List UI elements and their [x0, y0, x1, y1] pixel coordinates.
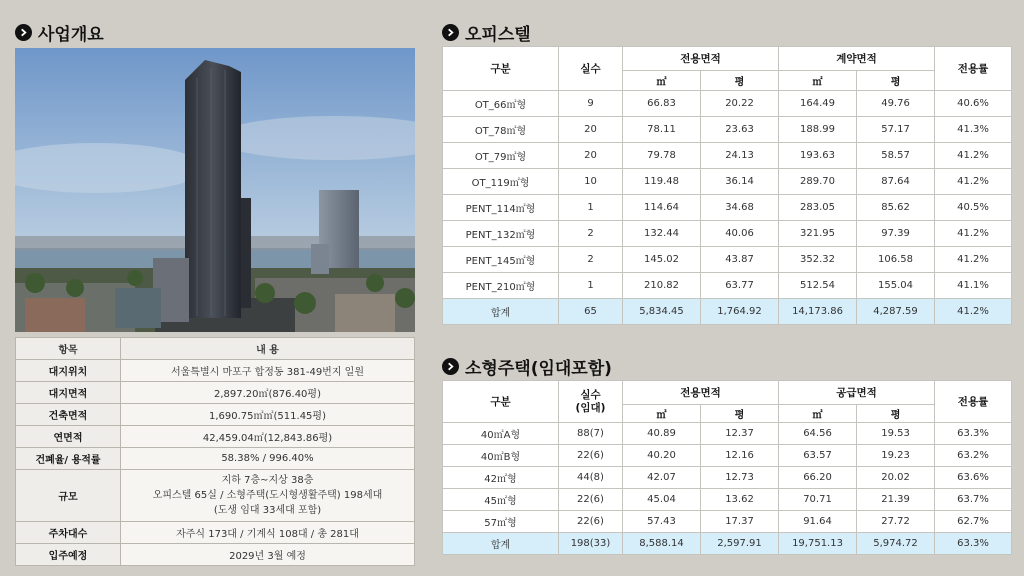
- officetel-table: [442, 46, 1012, 325]
- small-housing-header-m2: ㎡: [779, 405, 857, 423]
- overview-label: 규모: [16, 470, 121, 522]
- total-cell: 5,834.45: [623, 299, 701, 325]
- table-cell: 63.3%: [935, 423, 1012, 445]
- table-cell: 41.2%: [935, 247, 1012, 273]
- table-cell: 19.23: [857, 445, 935, 467]
- table-cell: 164.49: [779, 91, 857, 117]
- officetel-header-contract: 계약면적: [779, 47, 935, 71]
- table-cell: 188.99: [779, 117, 857, 143]
- table-cell: 63.57: [779, 445, 857, 467]
- table-cell: 321.95: [779, 221, 857, 247]
- table-cell: 22(6): [559, 489, 623, 511]
- table-cell: 12.16: [701, 445, 779, 467]
- table-cell: 1: [559, 195, 623, 221]
- table-cell: 352.32: [779, 247, 857, 273]
- officetel-header-m2: ㎡: [623, 71, 701, 91]
- overview-label: 주차대수: [16, 522, 121, 544]
- overview-value: 2029년 3월 예정: [121, 544, 415, 566]
- table-cell: 155.04: [857, 273, 935, 299]
- total-cell: 1,764.92: [701, 299, 779, 325]
- table-cell: 42㎡형: [443, 467, 559, 489]
- table-cell: 45㎡형: [443, 489, 559, 511]
- small-housing-table: [442, 380, 1012, 555]
- overview-value: 42,459.04㎡(12,843.86평): [121, 426, 415, 448]
- table-cell: 19.53: [857, 423, 935, 445]
- table-row: [443, 221, 1012, 247]
- table-cell: 63.7%: [935, 489, 1012, 511]
- small-housing-header-m2: ㎡: [623, 405, 701, 423]
- table-cell: 88(7): [559, 423, 623, 445]
- overview-header-content: 내 용: [121, 338, 415, 360]
- table-row: [16, 360, 415, 382]
- table-row: [16, 382, 415, 404]
- table-cell: 40.20: [623, 445, 701, 467]
- overview-label: 대지면적: [16, 382, 121, 404]
- total-cell: 8,588.14: [623, 533, 701, 555]
- building-rendering-image: [15, 48, 415, 332]
- table-row: [443, 511, 1012, 533]
- table-cell: 1: [559, 273, 623, 299]
- table-cell: 49.76: [857, 91, 935, 117]
- table-cell: 21.39: [857, 489, 935, 511]
- overview-value-line: 지하 7층~지상 38층: [221, 475, 314, 486]
- table-cell: 41.2%: [935, 221, 1012, 247]
- small-housing-header-pyeong: 평: [857, 405, 935, 423]
- total-cell: 4,287.59: [857, 299, 935, 325]
- table-cell: 40.5%: [935, 195, 1012, 221]
- table-row: [16, 404, 415, 426]
- table-cell: PENT_145㎡형: [443, 247, 559, 273]
- arrow-right-circle-icon: [15, 24, 32, 41]
- table-cell: 20.22: [701, 91, 779, 117]
- table-cell: 40.89: [623, 423, 701, 445]
- table-cell: 2: [559, 247, 623, 273]
- table-cell: 40㎡B형: [443, 445, 559, 467]
- total-cell: 63.3%: [935, 533, 1012, 555]
- table-row: [16, 522, 415, 544]
- table-cell: 114.64: [623, 195, 701, 221]
- table-cell: 41.3%: [935, 117, 1012, 143]
- table-cell: 10: [559, 169, 623, 195]
- table-cell: 41.2%: [935, 143, 1012, 169]
- table-cell: 57㎡형: [443, 511, 559, 533]
- overview-value: 2,897.20㎡(876.40평): [121, 382, 415, 404]
- overview-value-line: 오피스텔 65실 / 소형주택(도시형생활주택) 198세대: [152, 490, 383, 501]
- overview-value-line: (도생 임대 33세대 포함): [213, 505, 322, 516]
- table-cell: 97.39: [857, 221, 935, 247]
- table-cell: 289.70: [779, 169, 857, 195]
- overview-label: 연면적: [16, 426, 121, 448]
- table-cell: 85.62: [857, 195, 935, 221]
- small-housing-header-ratio: 전용률: [935, 381, 1012, 423]
- table-cell: 20: [559, 143, 623, 169]
- table-cell: 2: [559, 221, 623, 247]
- total-row: [443, 533, 1012, 555]
- table-cell: 512.54: [779, 273, 857, 299]
- table-cell: 41.2%: [935, 169, 1012, 195]
- total-cell: 2,597.91: [701, 533, 779, 555]
- officetel-title: 오피스텔: [465, 25, 531, 45]
- table-cell: 70.71: [779, 489, 857, 511]
- table-cell: 283.05: [779, 195, 857, 221]
- table-cell: 145.02: [623, 247, 701, 273]
- table-row: [443, 195, 1012, 221]
- table-cell: 17.37: [701, 511, 779, 533]
- table-cell: PENT_210㎡형: [443, 273, 559, 299]
- table-cell: 66.20: [779, 467, 857, 489]
- total-cell: 19,751.13: [779, 533, 857, 555]
- overview-value: 58.38% / 996.40%: [121, 448, 415, 470]
- table-cell: 57.43: [623, 511, 701, 533]
- table-row: [16, 426, 415, 448]
- small-housing-header-type: 구분: [443, 381, 559, 423]
- table-row: [443, 445, 1012, 467]
- total-cell: 합계: [443, 299, 559, 325]
- table-cell: 44(8): [559, 467, 623, 489]
- overview-label: 대지위치: [16, 360, 121, 382]
- total-cell: 합계: [443, 533, 559, 555]
- table-cell: 79.78: [623, 143, 701, 169]
- overview-table: [15, 337, 415, 566]
- units-header-line: (임대): [575, 401, 606, 414]
- table-row: [443, 247, 1012, 273]
- table-cell: 9: [559, 91, 623, 117]
- table-row: [443, 91, 1012, 117]
- overview-label: 건축면적: [16, 404, 121, 426]
- table-cell: 43.87: [701, 247, 779, 273]
- officetel-header-m2: ㎡: [779, 71, 857, 91]
- table-row: [443, 489, 1012, 511]
- total-cell: 65: [559, 299, 623, 325]
- overview-header-item: 항목: [16, 338, 121, 360]
- table-cell: 12.37: [701, 423, 779, 445]
- table-row: [443, 467, 1012, 489]
- table-cell: OT_79㎡형: [443, 143, 559, 169]
- table-cell: 41.1%: [935, 273, 1012, 299]
- table-cell: 20: [559, 117, 623, 143]
- arrow-right-circle-icon: [442, 358, 459, 375]
- officetel-header-units: 실수: [559, 47, 623, 91]
- officetel-section-title: [442, 20, 531, 45]
- arrow-right-circle-icon: [442, 24, 459, 41]
- table-cell: 63.6%: [935, 467, 1012, 489]
- table-cell: 13.62: [701, 489, 779, 511]
- table-cell: 40.6%: [935, 91, 1012, 117]
- total-cell: 41.2%: [935, 299, 1012, 325]
- table-row: [443, 117, 1012, 143]
- table-cell: 42.07: [623, 467, 701, 489]
- officetel-header-pyeong: 평: [701, 71, 779, 91]
- table-cell: 45.04: [623, 489, 701, 511]
- table-cell: 62.7%: [935, 511, 1012, 533]
- table-row: [16, 470, 415, 522]
- table-cell: 66.83: [623, 91, 701, 117]
- table-cell: 27.72: [857, 511, 935, 533]
- units-header-line: 실수: [580, 388, 601, 401]
- table-row: [443, 423, 1012, 445]
- table-row: [16, 448, 415, 470]
- small-housing-header-exclusive: 전용면적: [623, 381, 779, 405]
- overview-label: 입주예정: [16, 544, 121, 566]
- officetel-header-ratio: 전용률: [935, 47, 1012, 91]
- table-cell: 119.48: [623, 169, 701, 195]
- table-cell: 78.11: [623, 117, 701, 143]
- table-cell: 63.2%: [935, 445, 1012, 467]
- table-cell: 58.57: [857, 143, 935, 169]
- total-cell: 14,173.86: [779, 299, 857, 325]
- table-cell: 36.14: [701, 169, 779, 195]
- table-row: [443, 143, 1012, 169]
- overview-section-title: [15, 20, 104, 45]
- table-cell: 12.73: [701, 467, 779, 489]
- total-row: [443, 299, 1012, 325]
- officetel-header-exclusive: 전용면적: [623, 47, 779, 71]
- small-housing-header-units: [559, 381, 623, 423]
- overview-value: 자주식 173대 / 기계식 108대 / 총 281대: [121, 522, 415, 544]
- total-cell: 198(33): [559, 533, 623, 555]
- table-cell: 63.77: [701, 273, 779, 299]
- table-cell: PENT_132㎡형: [443, 221, 559, 247]
- small-housing-title: 소형주택(임대포함): [465, 359, 612, 379]
- table-row: [443, 273, 1012, 299]
- table-cell: 64.56: [779, 423, 857, 445]
- table-cell: 22(6): [559, 445, 623, 467]
- table-cell: OT_78㎡형: [443, 117, 559, 143]
- table-cell: 23.63: [701, 117, 779, 143]
- table-cell: 34.68: [701, 195, 779, 221]
- table-cell: 91.64: [779, 511, 857, 533]
- table-cell: 210.82: [623, 273, 701, 299]
- officetel-header-pyeong: 평: [857, 71, 935, 91]
- overview-value: 서울특별시 마포구 합정동 381-49번지 일원: [121, 360, 415, 382]
- small-housing-section-title: [442, 354, 612, 379]
- table-cell: 40.06: [701, 221, 779, 247]
- table-cell: 22(6): [559, 511, 623, 533]
- table-cell: 24.13: [701, 143, 779, 169]
- small-housing-header-supply: 공급면적: [779, 381, 935, 405]
- table-cell: PENT_114㎡형: [443, 195, 559, 221]
- table-cell: 20.02: [857, 467, 935, 489]
- table-cell: 106.58: [857, 247, 935, 273]
- overview-label: 건폐율/ 용적률: [16, 448, 121, 470]
- table-cell: 87.64: [857, 169, 935, 195]
- overview-title: 사업개요: [38, 25, 104, 45]
- table-cell: 193.63: [779, 143, 857, 169]
- table-cell: OT_119㎡형: [443, 169, 559, 195]
- table-cell: 40㎡A형: [443, 423, 559, 445]
- total-cell: 5,974.72: [857, 533, 935, 555]
- table-cell: OT_66㎡형: [443, 91, 559, 117]
- table-cell: 132.44: [623, 221, 701, 247]
- overview-value: 1,690.75㎡㎡(511.45평): [121, 404, 415, 426]
- small-housing-header-pyeong: 평: [701, 405, 779, 423]
- table-cell: 57.17: [857, 117, 935, 143]
- overview-value-multiline: [121, 470, 415, 522]
- table-row: [443, 169, 1012, 195]
- officetel-header-type: 구분: [443, 47, 559, 91]
- table-row: [16, 544, 415, 566]
